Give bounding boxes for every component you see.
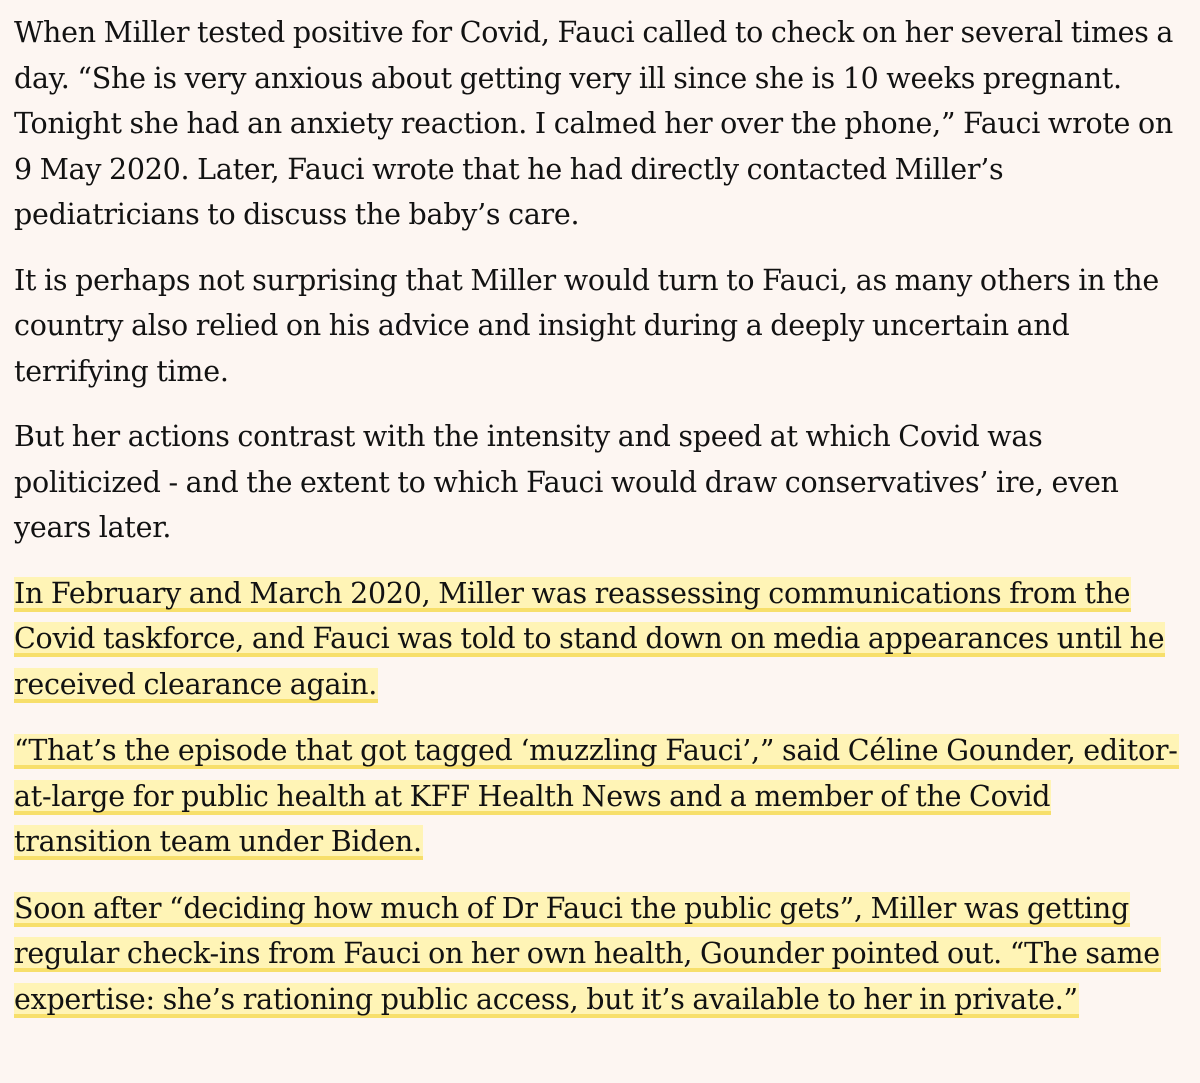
highlighted-text: In February and March 2020, Miller was reassessing communications from the Covid taskforce, and Fauci was told to stand down on media appearances until he received clearance again. — [14, 576, 1165, 701]
article-body — [14, 10, 1190, 1043]
highlighted-text: “That’s the episode that got tagged ‘muzzling Fauci’,” said Céline Gounder, editor-at-large for public health at KFF Health News and a member of the Covid transition team under Biden. — [14, 734, 1178, 858]
paragraph-covid-positive — [14, 10, 1190, 238]
paragraph-taskforce-highlighted — [14, 571, 1190, 708]
paragraph-text: It is perhaps not surprising that Miller would turn to Fauci, as many others in the country also relied on his advice and insight during a deeply uncertain and terrifying time. — [14, 263, 1160, 388]
paragraph-private-access-highlighted — [14, 886, 1190, 1023]
paragraph-politicized — [14, 414, 1190, 551]
paragraph-muzzling-quote-highlighted — [14, 728, 1190, 865]
paragraph-text: When Miller tested positive for Covid, Fauci called to check on her several times a day. “She is very anxious about getting very ill since she is 10 weeks pregnant. Tonight she had an anxiety reaction. I calmed her over the phone,” Fauci wrote on 9 May 2020. Later, Fauci wrote that he had directly contacted Miller’s pediatricians to discuss the baby’s care. — [14, 16, 1174, 231]
paragraph-text: But her actions contrast with the intensity and speed at which Covid was politicized - and the extent to which Fauci would draw conservatives’ ire, even years later. — [14, 420, 1119, 544]
highlighted-text: Soon after “deciding how much of Dr Fauci the public gets”, Miller was getting regular check-ins from Fauci on her own health, Gounder pointed out. “The same expertise: she’s rationing public access, but it’s available to her in private.” — [14, 891, 1160, 1016]
paragraph-turn-to-fauci — [14, 258, 1190, 395]
